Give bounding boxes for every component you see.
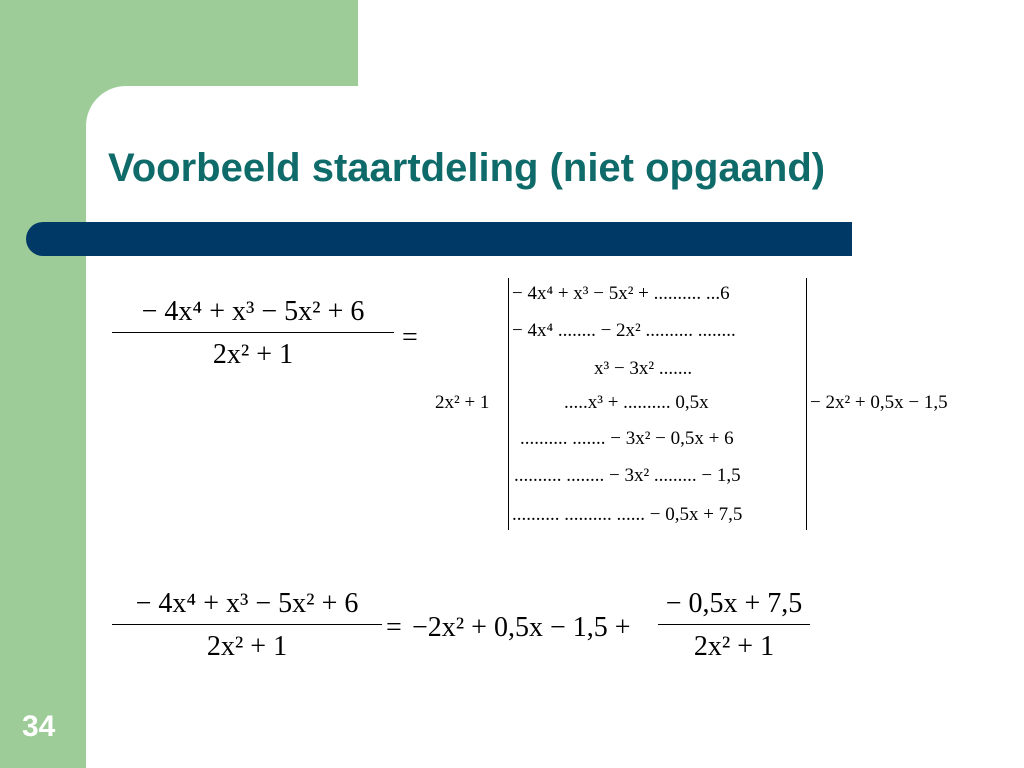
fraction-remainder (658, 588, 810, 663)
fraction-left (112, 296, 394, 371)
division-row-5: .......... ....... − 3x² − 0,5x + 6 (520, 428, 734, 449)
title-underline-band (26, 222, 852, 256)
right-division-bar (806, 278, 807, 530)
slide-number: 34 (22, 710, 56, 743)
remainder-numerator: − 0,5x + 7,5 (665, 588, 803, 619)
fraction-result-left (112, 588, 382, 663)
division-row-4: .....x³ + .......... 0,5x (564, 392, 709, 413)
equals-sign: = (402, 322, 418, 353)
slide-title: Voorbeeld staartdeling (niet opgaand) (108, 146, 826, 190)
division-row-1: − 4x⁴ + x³ − 5x² + .......... ...6 (512, 283, 730, 304)
rounded-corner (86, 86, 126, 126)
result-equals: = (386, 612, 402, 643)
quotient: − 2x² + 0,5x − 1,5 (810, 392, 948, 413)
fraction-numerator: − 4x⁴ + x³ − 5x² + 6 (135, 588, 359, 619)
result-quotient: −2x² + 0,5x − 1,5 + (412, 612, 631, 643)
left-division-bar (508, 278, 509, 530)
division-row-2: − 4x⁴ ........ − 2x² .......... ........ (512, 320, 736, 341)
fraction-denominator: 2x² + 1 (206, 631, 288, 662)
fraction-numerator: − 4x⁴ + x³ − 5x² + 6 (141, 296, 365, 327)
division-row-3: x³ − 3x² ....... (594, 358, 693, 379)
remainder-denominator: 2x² + 1 (693, 631, 775, 662)
division-row-7: .......... .......... ...... − 0,5x + 7,5 (512, 504, 743, 525)
left-green-bar (0, 0, 86, 768)
divisor: 2x² + 1 (435, 392, 490, 413)
division-row-6: .......... ........ − 3x² ......... − 1,5 (514, 465, 741, 486)
fraction-denominator: 2x² + 1 (212, 339, 294, 370)
